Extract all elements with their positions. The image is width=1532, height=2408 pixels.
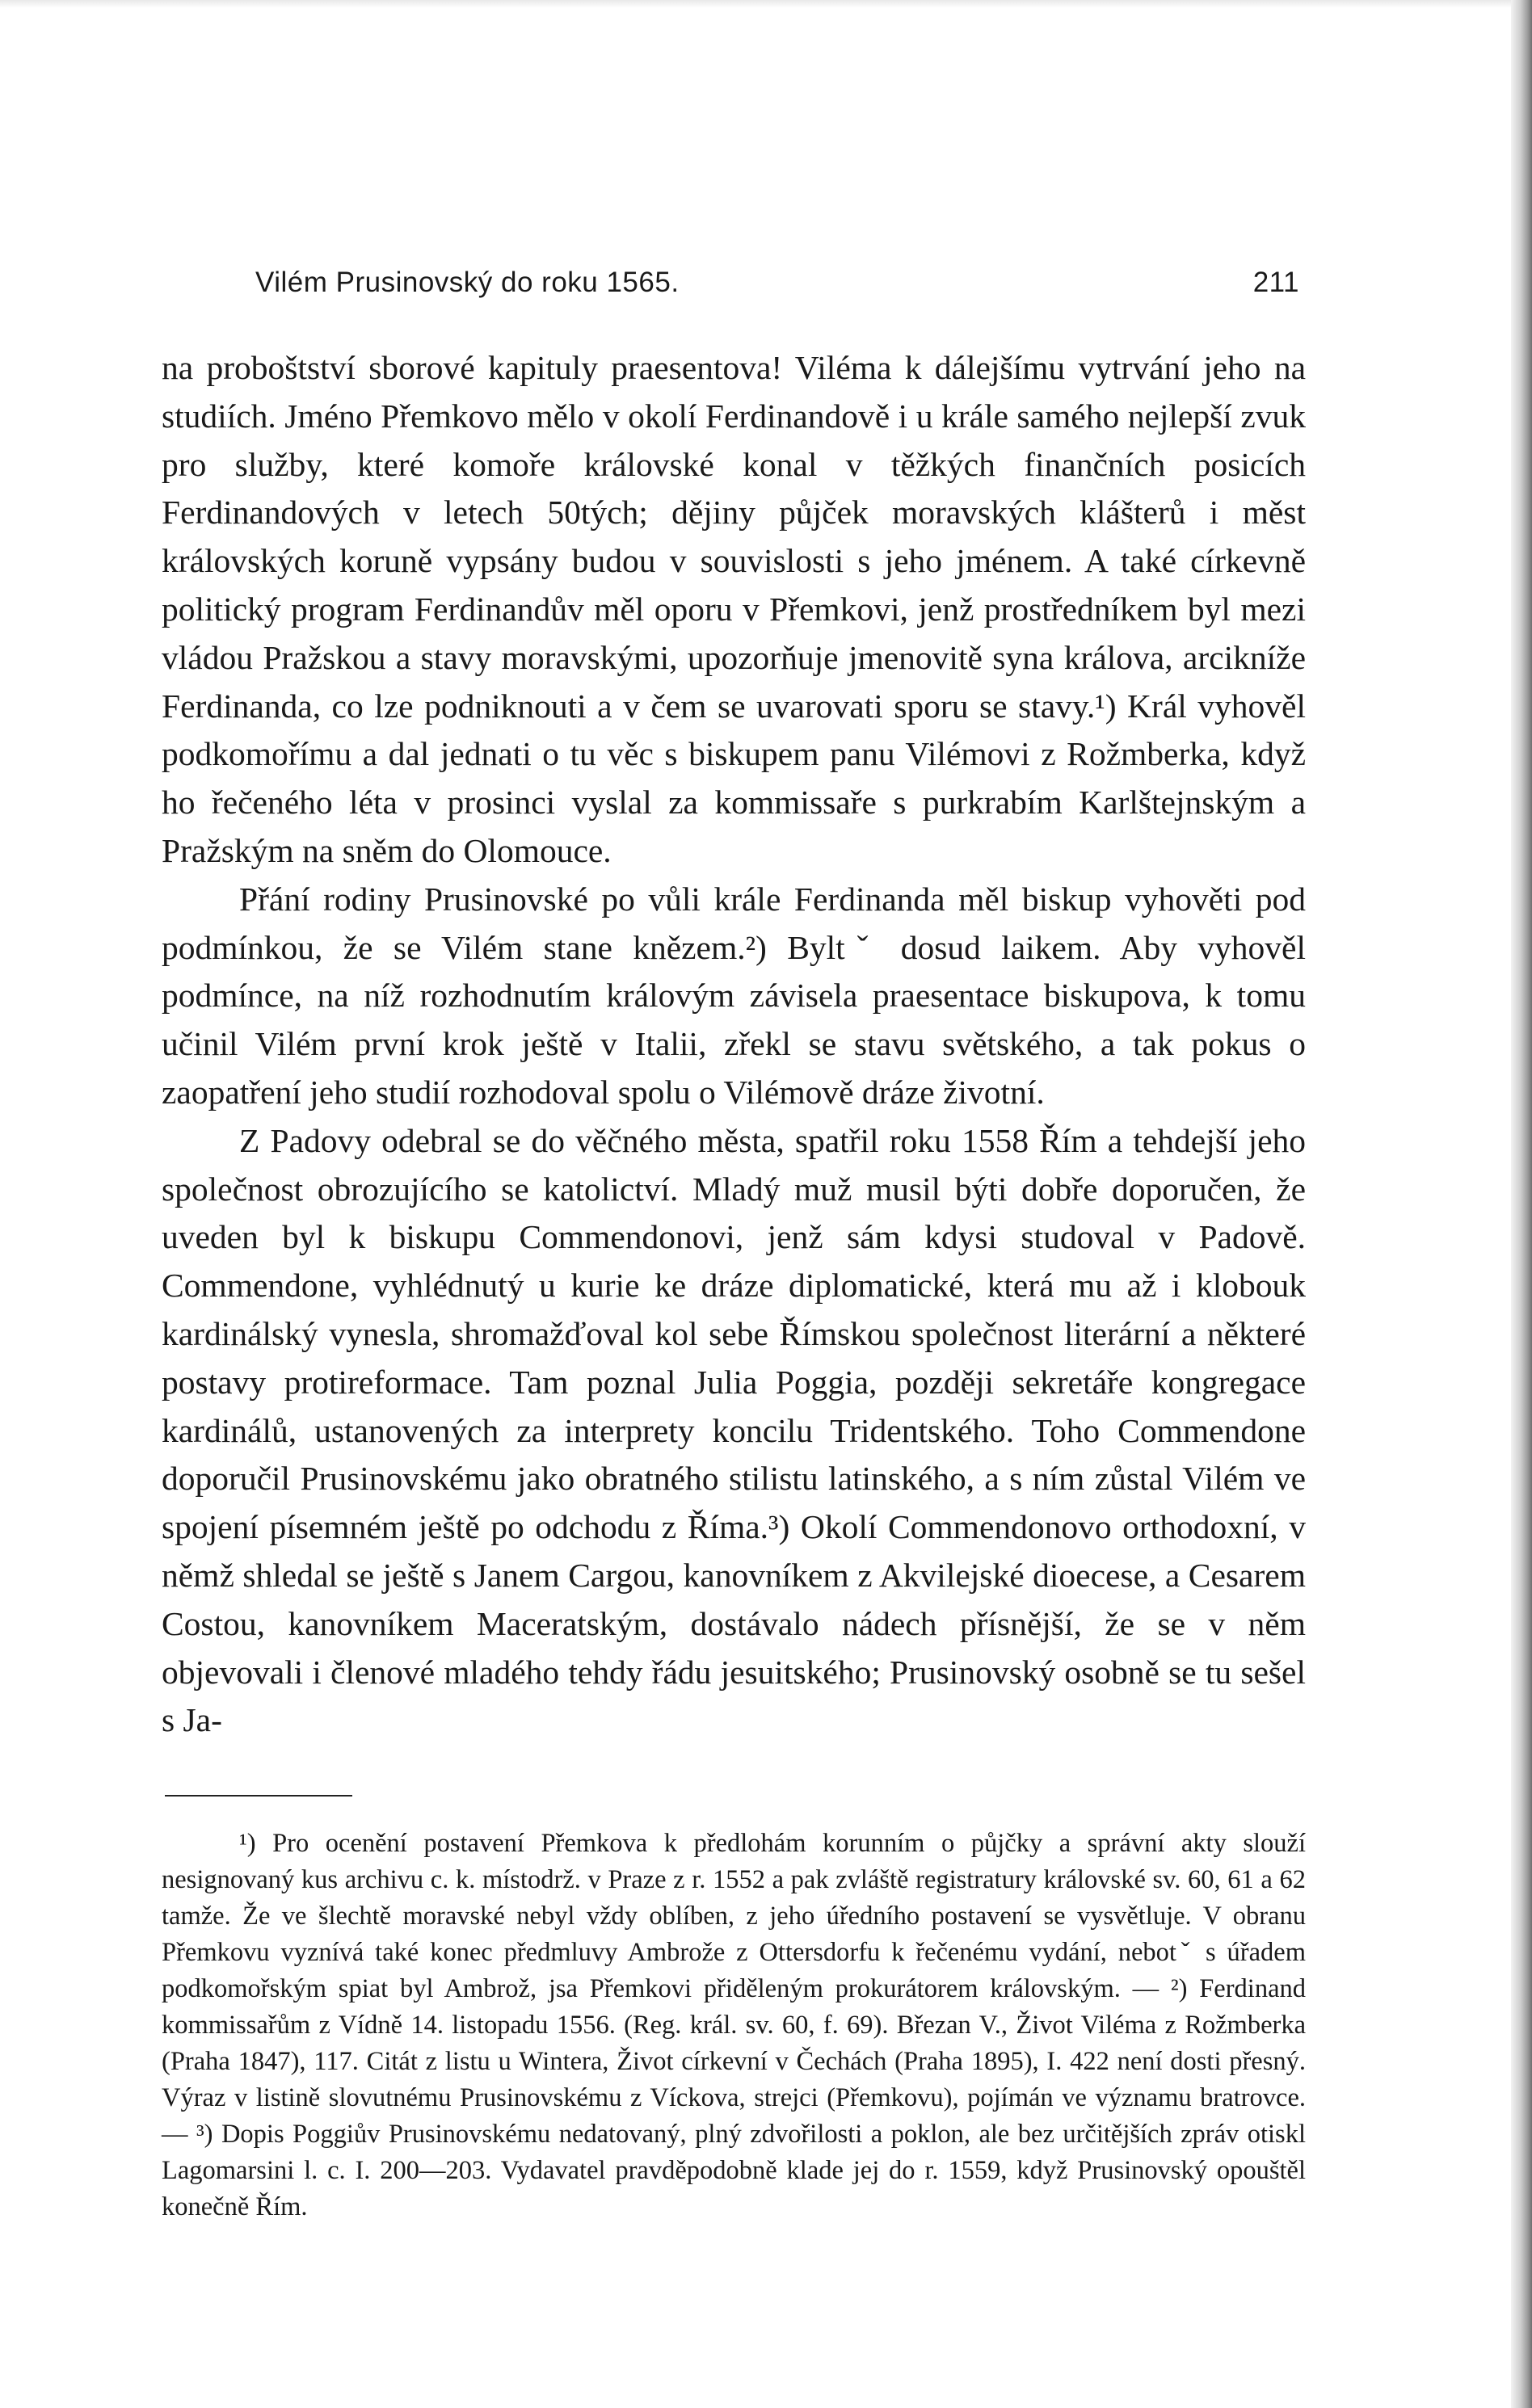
running-header — [162, 267, 1306, 299]
page-number: 211 — [1252, 267, 1299, 298]
book-page — [162, 267, 1306, 2225]
footnote-text: ¹) Pro ocenění postavení Přemkova k předlohám korunním o půjčky a správní akty slouží nesignovaný kus archivu c. k. místodrž. v Praze z r. 1552 a pak zvláště registratury královské sv. 60, 61 a 62 tamže. Že ve šlechtě moravské nebyl vždy oblíben, z jeho úředního postavení se vysvětluje. V obranu Přemkovu vyznívá také konec předmluvy Ambrože z Ottersdorfu k řečenému vydání, nebotˇ s úřadem podkomořským spiat byl Ambrož, jsa Přemkovi přiděleným prokurátorem královským. — ²) Ferdinand kommissařům z Vídně 14. listopadu 1556. (Reg. král. sv. 60, f. 69). Březan V., Život Viléma z Rožmberka (Praha 1847), 117. Citát z listu u Wintera, Život církevní v Čechách (Praha 1895), I. 422 není dosti přesný. Výraz v listině slovutnému Prusinovskému z Víckova, strejci (Přemkovu), pojímán ve významu bratrovce. — ³) Dopis Poggiův Prusinovskému nedatovaný, plný zdvořilosti a poklon, ale bez určitějších zpráv otiskl Lagomarsini l. c. I. 200—203. Vydavatel pravděpodobně klade jej do r. 1559, když Prusinovský opouštěl konečně Řím. — [162, 1829, 1306, 2222]
footnotes — [162, 1826, 1306, 2225]
running-title: Vilém Prusinovský do roku 1565. — [255, 267, 680, 298]
paragraph-1: na proboštství sborové kapituly praesentova! Viléma k dálejšímu vytrvání jeho na studiích. Jméno Přemkovo mělo v okolí Ferdinandově i u krále samého nejlepší zvuk pro služby, které komoře královské konal v těžkých finančních posicích Ferdinandových v letech 50tých; dějiny půjček moravských klášterů i měst královských koruně vypsány budou v souvislosti s jeho jménem. A také církevně politický program Ferdinandův měl oporu v Přemkovi, jenž prostředníkem byl mezi vládou Pražskou a stavy moravskými, upozorňuje jmenovitě syna králova, arcikníže Ferdinanda, co lze podniknouti a v čem se uvarovati sporu se stavy.¹) Král vyhověl podkomořímu a dal jednati o tu věc s biskupem panu Vilémovi z Rožmberka, když ho řečeného léta v prosinci vyslal za kommissaře s purkrabím Karlštejnským a Pražským na sněm do Olomouce. — [162, 349, 1306, 869]
paragraph-3: Z Padovy odebral se do věčného města, spatřil roku 1558 Řím a tehdejší jeho společnost obrozujícího se katolictví. Mladý muž musil býti dobře doporučen, že uveden byl k biskupu Commendonovi, jenž sám kdysi studoval v Padově. Commendone, vyhlédnutý u kurie ke dráze diplomatické, která mu až i klobouk kardinálský vynesla, shromažďoval kol sebe Římskou společnost literární a některé postavy protireformace. Tam poznal Julia Poggia, později sekretáře kongregace kardinálů, ustanovených za interprety koncilu Tridentského. Toho Commendone doporučil Prusinovskému jako obratného stilistu latinského, a s ním zůstal Vilém ve spojení písemném ještě po odchodu z Říma.³) Okolí Commendonovo orthodoxní, v němž shledal se ještě s Janem Cargou, kanovníkem z Akvilejské dioecese, a Cesarem Costou, kanovníkem Maceratským, dostávalo nádech přísnější, že se v něm objevovali i členové mladého tehdy řádu jesuitského; Prusinovský osobně se tu sešel s Ja- — [162, 1121, 1306, 1739]
scan-binding-edge — [1511, 0, 1532, 2408]
paragraph-2: Přání rodiny Prusinovské po vůli krále Ferdinanda měl biskup vyhověti pod podmínkou, že se Vilém stane knězem.²) Byltˇ dosud laikem. Aby vyhověl podmínce, na níž rozhodnutím královým závisela praesentace biskupova, k tomu učinil Vilém první krok ještě v Italii, zřekl se stavu světského, a tak pokus o zaopatření jeho studií rozhodoval spolu o Vilémově dráze životní. — [162, 880, 1306, 1111]
scan-top-shadow — [0, 0, 1532, 8]
body-text — [162, 344, 1306, 1745]
footnote-separator — [165, 1795, 352, 1797]
